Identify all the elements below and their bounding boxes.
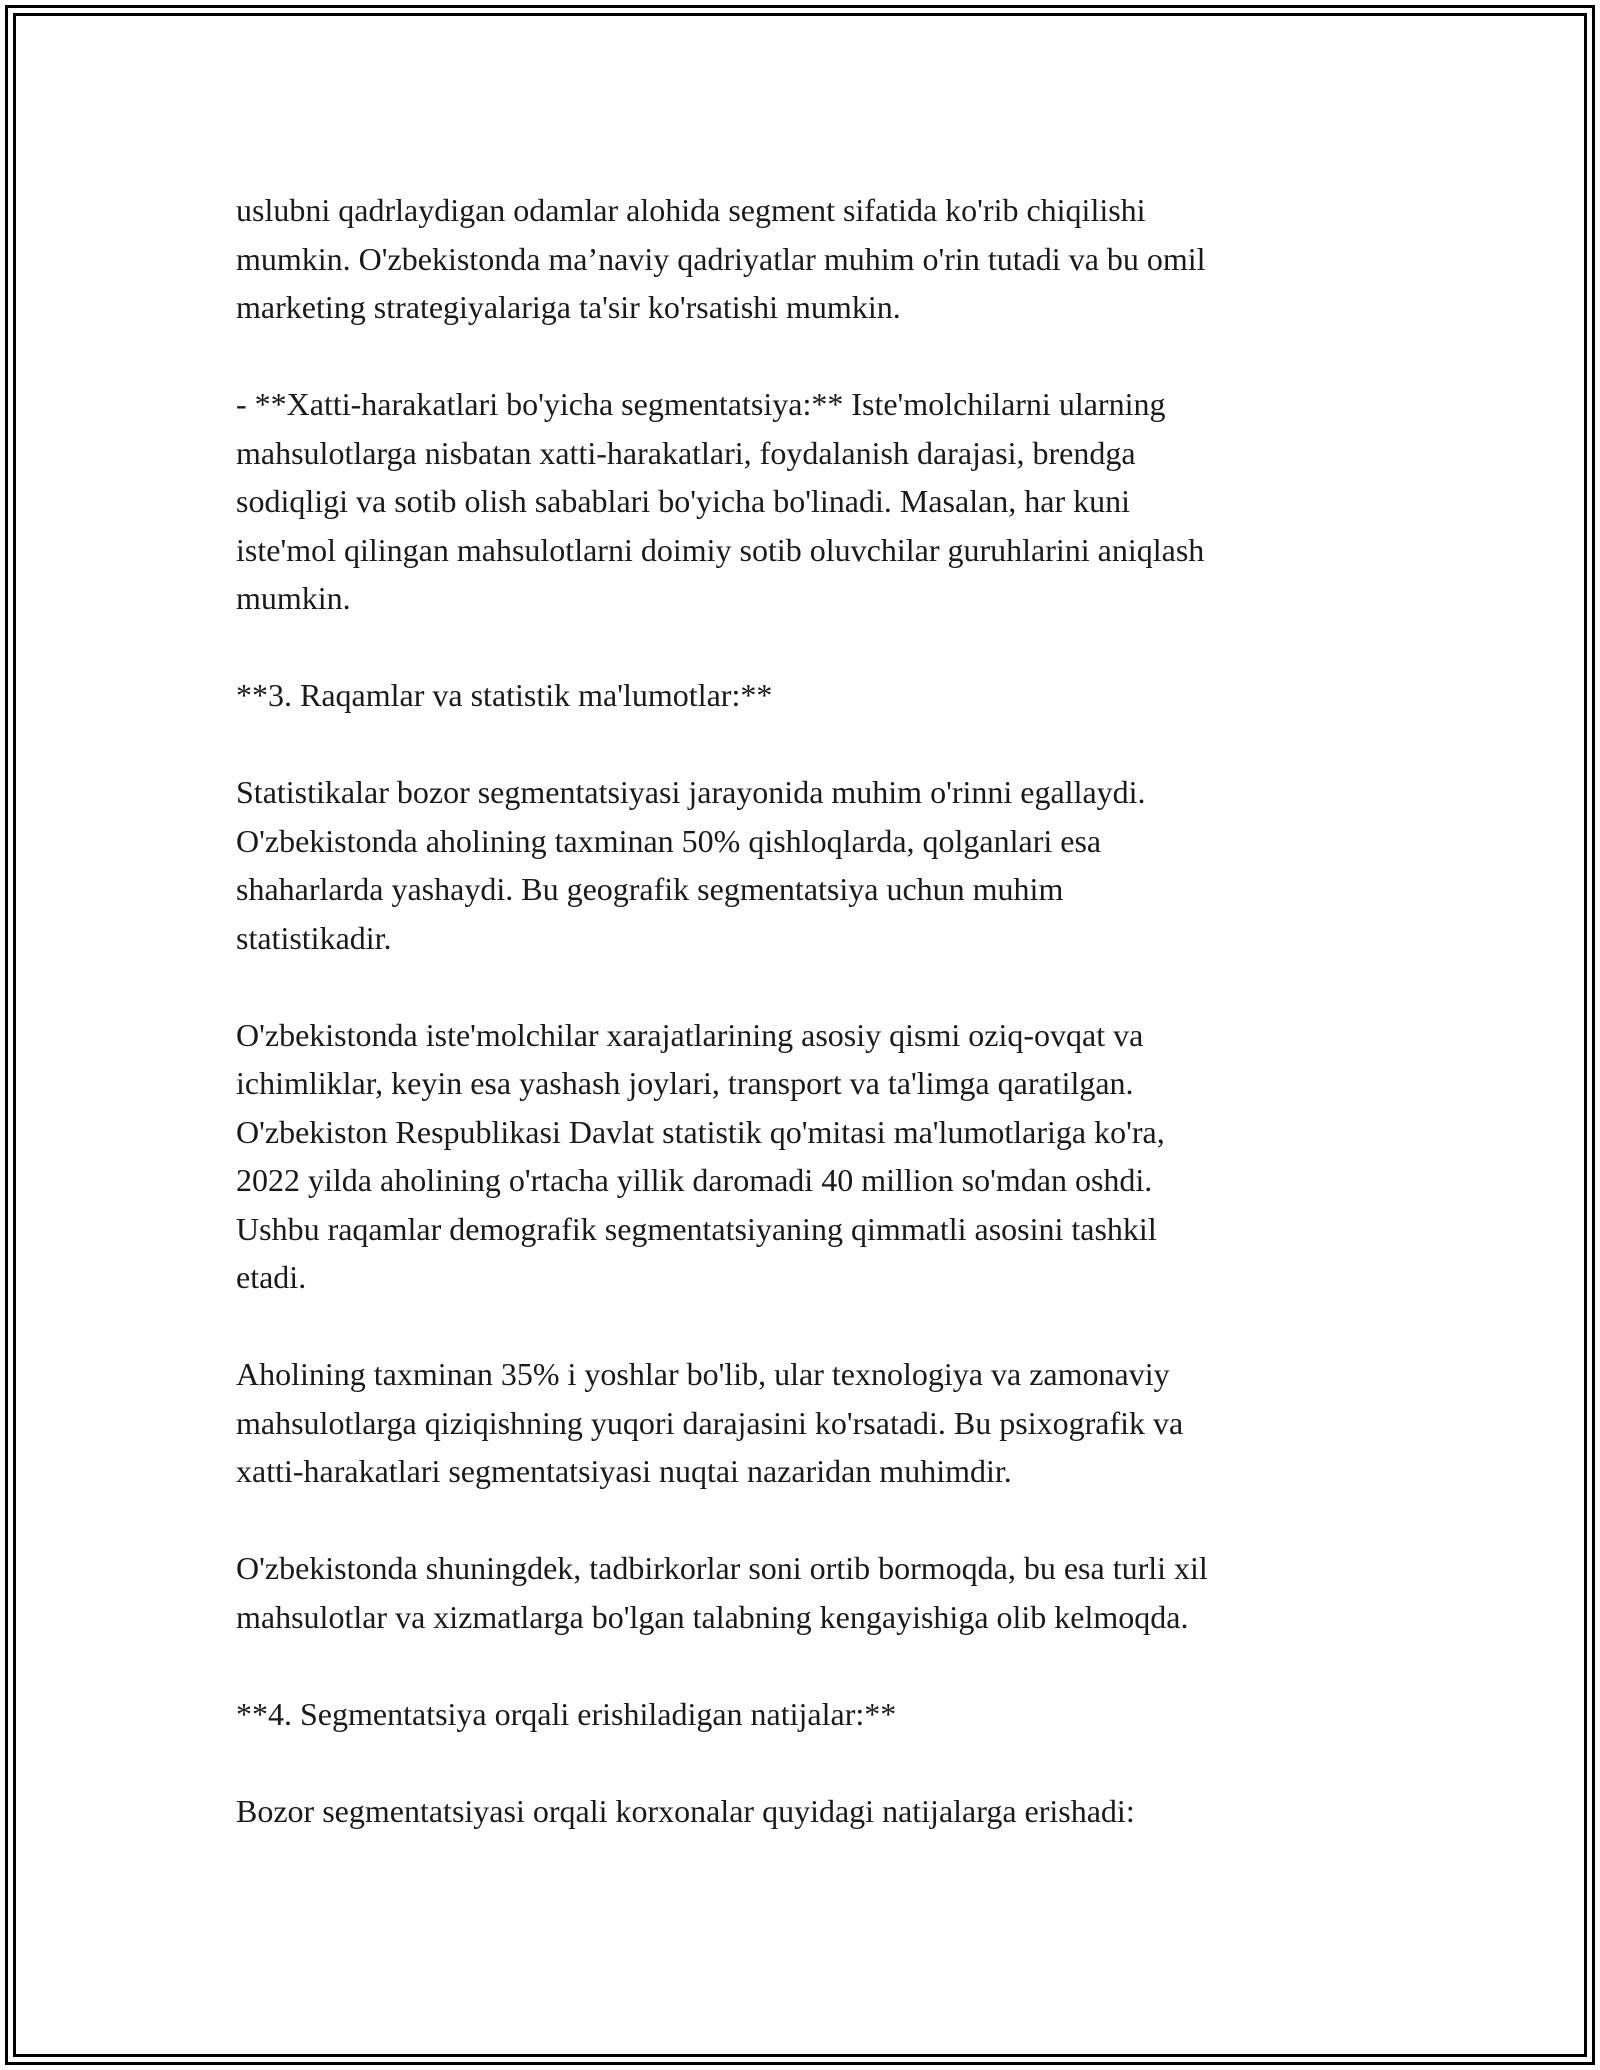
document-body: [236, 186, 1366, 1884]
paragraph-statistics-geography: [236, 768, 1366, 962]
text-line: etadi.: [236, 1259, 307, 1295]
paragraph-youth-share: [236, 1350, 1366, 1496]
text-line: mumkin. O'zbekistonda ma’naviy qadriyatlar muhim o'rin tutadi va bu omil: [236, 240, 1206, 277]
section-heading-3: [236, 671, 1366, 720]
section-heading-4: [236, 1690, 1366, 1739]
paragraph-entrepreneurs: [236, 1544, 1366, 1641]
heading-line: **3. Raqamlar va statistik ma'lumotlar:**: [236, 677, 773, 713]
text-line: Statistikalar bozor segmentatsiyasi jarayonida muhim o'rinni egallaydi.: [236, 774, 1146, 810]
text-line: - **Xatti-harakatlari bo'yicha segmentatsiya:** Iste'molchilarni ularning: [236, 386, 1166, 422]
text-line: iste'mol qilingan mahsulotlarni doimiy sotib oluvchilar guruhlarini aniqlash: [236, 531, 1205, 568]
text-line: xatti-harakatlari segmentatsiyasi nuqtai nazaridan muhimdir.: [236, 1453, 1012, 1489]
text-line: O'zbekistonda aholining taxminan 50% qishloqlarda, qolganlari esa: [236, 822, 1102, 859]
paragraph-cultural-segment: [236, 186, 1366, 332]
text-line: Bozor segmentatsiyasi orqali korxonalar quyidagi natijalarga erishadi:: [236, 1792, 1135, 1829]
text-line: 2022 yilda aholining o'rtacha yillik daromadi 40 million so'mdan oshdi.: [236, 1162, 1153, 1198]
text-line: marketing strategiyalariga ta'sir ko'rsatishi mumkin.: [236, 289, 901, 325]
text-line: shaharlarda yashaydi. Bu geografik segmentatsiya uchun muhim: [236, 871, 1064, 907]
text-line: O'zbekistonda shuningdek, tadbirkorlar soni ortib bormoqda, bu esa turli xil: [236, 1550, 1208, 1586]
text-line: Ushbu raqamlar demografik segmentatsiyaning qimmatli asosini tashkil: [236, 1210, 1157, 1247]
text-line: O'zbekiston Respublikasi Davlat statistik qo'mitasi ma'lumotlariga ko'ra,: [236, 1113, 1165, 1150]
paragraph-results-intro: [236, 1787, 1366, 1836]
text-line: mahsulotlarga nisbatan xatti-harakatlari, foydalanish darajasi, brendga: [236, 434, 1136, 471]
text-line: uslubni qadrlaydigan odamlar alohida segment sifatida ko'rib chiqilishi: [236, 192, 1146, 228]
heading-line: **4. Segmentatsiya orqali erishiladigan natijalar:**: [236, 1695, 897, 1732]
paragraph-consumer-expenses: [236, 1011, 1366, 1302]
text-line: O'zbekistonda iste'molchilar xarajatlarining asosiy qismi oziq-ovqat va: [236, 1016, 1144, 1053]
text-line: mumkin.: [236, 580, 351, 616]
text-line: mahsulotlarga qiziqishning yuqori darajasini ko'rsatadi. Bu psixografik va: [236, 1404, 1184, 1441]
text-line: mahsulotlar va xizmatlarga bo'lgan talabning kengayishiga olib kelmoqda.: [236, 1598, 1189, 1635]
text-line: ichimliklar, keyin esa yashash joylari, transport va ta'limga qaratilgan.: [236, 1065, 1134, 1101]
text-line: statistikadir.: [236, 919, 392, 956]
paragraph-behavioral-segmentation: [236, 380, 1366, 623]
text-line: Aholining taxminan 35% i yoshlar bo'lib, ular texnologiya va zamonaviy: [236, 1356, 1170, 1392]
text-line: sodiqligi va sotib olish sabablari bo'yicha bo'linadi. Masalan, har kuni: [236, 483, 1131, 519]
